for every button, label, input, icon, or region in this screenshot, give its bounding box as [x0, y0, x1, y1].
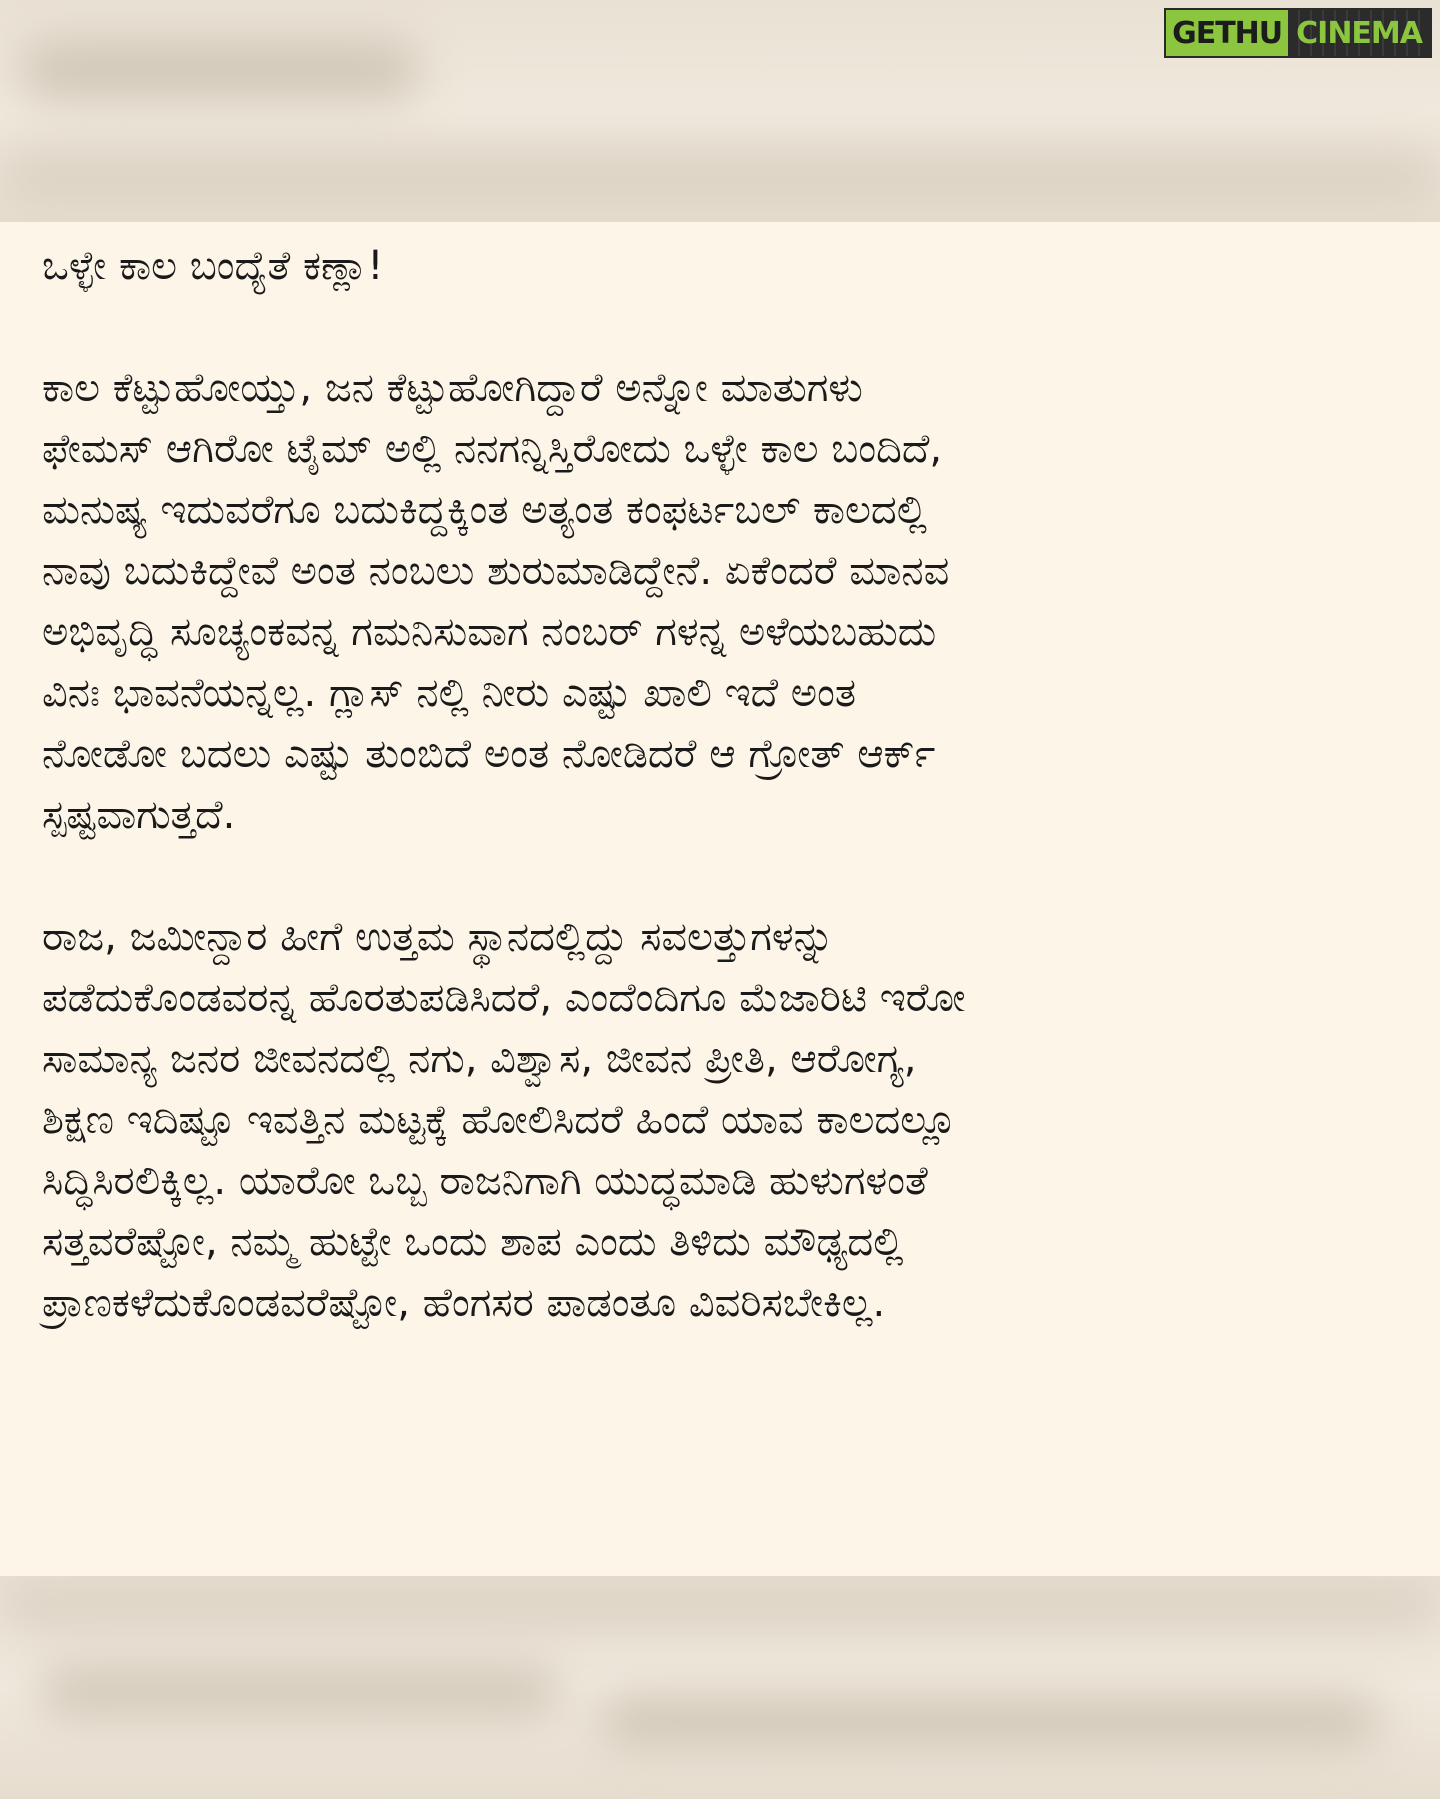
watermark-logo-left-text: GETHU [1166, 10, 1288, 56]
blurred-text-smudge [0, 150, 1440, 200]
watermark-logo-right-text: CINEMA [1288, 10, 1430, 56]
article-paragraph-1: ಕಾಲ ಕೆಟ್ಟುಹೋಯ್ತು, ಜನ ಕೆಟ್ಟುಹೋಗಿದ್ದಾರೆ ಅನ್ನೋ ಮಾತುಗಳು ಫೇಮಸ್ ಆಗಿರೋ ಟೈಮ್ ಅಲ್ಲಿ ನನಗನ್ನಿಸ್ತಿರೋದು ಒಳ್ಳೇ ಕಾಲ ಬಂದಿದೆ, ಮನುಷ್ಯ ಇದುವರೆಗೂ ಬದುಕಿದ್ದಕ್ಕಿಂತ ಅತ್ಯಂತ ಕಂಫರ್ಟಬಲ್ ಕಾಲದಲ್ಲಿ ನಾವು ಬದುಕಿದ್ದೇವೆ ಅಂತ ನಂಬಲು ಶುರುಮಾಡಿದ್ದೇನೆ. ಏಕೆಂದರೆ ಮಾನವ ಅಭಿವೃದ್ಧಿ ಸೂಚ್ಯಂಕವನ್ನ ಗಮನಿಸುವಾಗ ನಂಬರ್ ಗಳನ್ನ ಅಳೆಯಬಹುದು ವಿನಃ ಭಾವನೆಯನ್ನಲ್ಲ. ಗ್ಲಾಸ್ ನಲ್ಲಿ ನೀರು ಎಷ್ಟು ಖಾಲಿ ಇದೆ ಅಂತ ನೋಡೋ ಬದಲು ಎಷ್ಟು ತುಂಬಿದೆ ಅಂತ ನೋಡಿದರೆ ಆ ಗ್ರೋತ್ ಆರ್ಕ್ ಸ್ಪಷ್ಟವಾಗುತ್ತದೆ. [42, 365, 950, 838]
blurred-text-smudge [40, 1666, 560, 1716]
blurred-footer-background [0, 1576, 1440, 1799]
article-card [0, 222, 1440, 1576]
article-title: ಒಳ್ಳೇ ಕಾಲ ಬಂದ್ಯೆತೆ ಕಣ್ಲಾ! [42, 243, 384, 289]
blurred-text-smudge [20, 40, 420, 100]
blurred-text-smudge [600, 1696, 1380, 1746]
watermark-logo [1164, 8, 1432, 58]
article-paragraph-2: ರಾಜ, ಜಮೀನ್ದಾರ ಹೀಗೆ ಉತ್ತಮ ಸ್ಥಾನದಲ್ಲಿದ್ದು ಸವಲತ್ತುಗಳನ್ನು ಪಡೆದುಕೊಂಡವರನ್ನ ಹೊರತುಪಡಿಸಿದರೆ, ಎಂದೆಂದಿಗೂ ಮೆಜಾರಿಟಿ ಇರೋ ಸಾಮಾನ್ಯ ಜನರ ಜೀವನದಲ್ಲಿ ನಗು, ವಿಶ್ವಾಸ, ಜೀವನ ಪ್ರೀತಿ, ಆರೋಗ್ಯ, ಶಿಕ್ಷಣ ಇದಿಷ್ಟೂ ಇವತ್ತಿನ ಮಟ್ಟಕ್ಕೆ ಹೋಲಿಸಿದರೆ ಹಿಂದೆ ಯಾವ ಕಾಲದಲ್ಲೂ ಸಿದ್ಧಿಸಿರಲಿಕ್ಕಿಲ್ಲ. ಯಾರೋ ಒಬ್ಬ ರಾಜನಿಗಾಗಿ ಯುದ್ಧಮಾಡಿ ಹುಳುಗಳಂತೆ ಸತ್ತವರೆಷ್ಟೋ, ನಮ್ಮ ಹುಟ್ಟೇ ಒಂದು ಶಾಪ ಎಂದು ತಿಳಿದು ಮೌಢ್ಯದಲ್ಲಿ ಪ್ರಾಣಕಳೆದುಕೊಂಡವರೆಷ್ಟೋ, ಹೆಂಗಸರ ಪಾಡಂತೂ ವಿವರಿಸಬೇಕಿಲ್ಲ. [42, 914, 966, 1326]
blurred-text-smudge [0, 1586, 1440, 1626]
